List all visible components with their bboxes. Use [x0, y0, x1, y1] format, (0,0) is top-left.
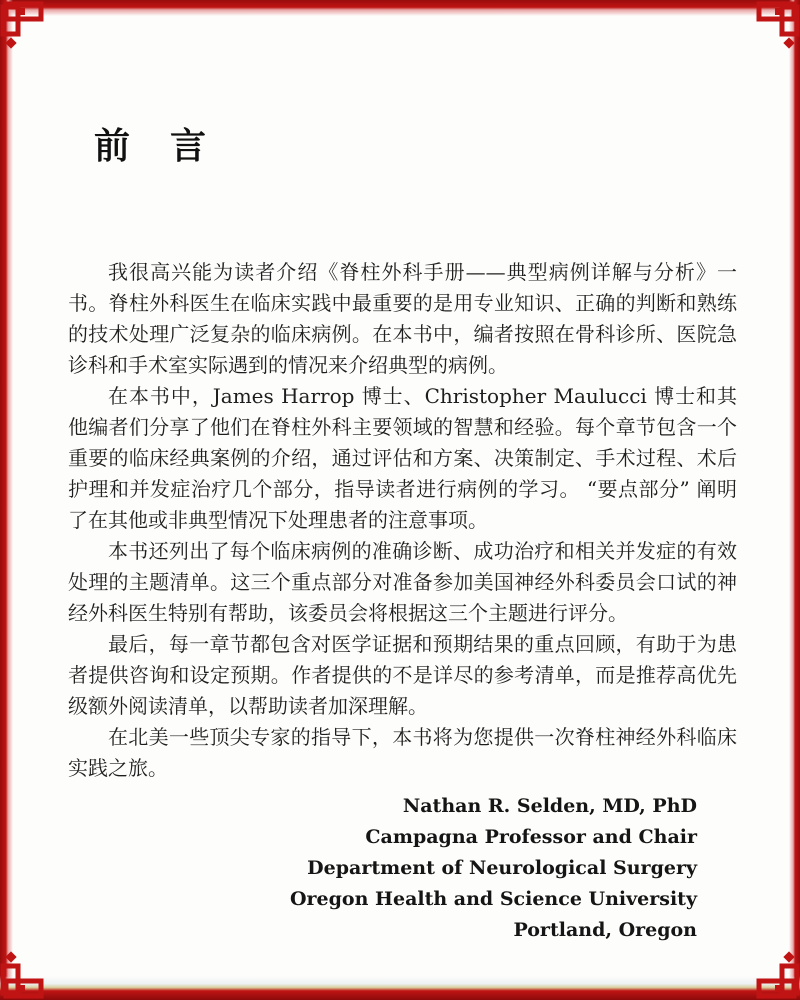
corner-knot-icon: [751, 950, 800, 1000]
paragraph: 我很高兴能为读者介绍《脊柱外科手册——典型病例详解与分析》一书。脊柱外科医生在临床实践中最重要的是用专业知识、正确的判断和熟练的技术处理广泛复杂的临床病例。在本书中，编者按照在骨科诊所、医院急诊科和手术室实际遇到的情况来介绍典型的病例。: [68, 260, 737, 377]
frame-right-border: [789, 0, 800, 1000]
frame-left-border: [0, 0, 13, 1000]
paragraph: 最后，每一章节都包含对医学证据和预期结果的重点回顾，有助于为患者提供咨询和设定预期。作者提供的不是详尽的参考清单，而是推荐高优先级额外阅读清单，以帮助读者加深理解。: [68, 632, 737, 718]
corner-knot-icon: [751, 0, 800, 50]
paragraph: 本书还列出了每个临床病例的准确诊断、成功治疗和相关并发症的有效处理的主题清单。这三个重点部分对准备参加美国神经外科委员会口试的神经外科医生特别有帮助，该委员会将根据这三个主题进行评分。: [68, 539, 737, 625]
signature-line: Portland, Oregon: [513, 919, 697, 941]
signature-block: [68, 791, 737, 946]
frame-bottom-border: [0, 976, 800, 1000]
paragraph: 在本书中，James Harrop 博士、Christopher Maulucci 博士和其他编者们分享了他们在脊柱外科主要领域的智慧和经验。每个章节包含一个重要的临床经典案例的介绍，通过评估和方案、决策制定、手术过程、术后护理和并发症治疗几个部分，指导读者进行病例的学习。 “要点部分” 阐明了在其他或非典型情况下处理患者的注意事项。: [68, 384, 737, 532]
page-content: [68, 0, 737, 946]
signature-line: Oregon Health and Science University: [290, 888, 697, 910]
signature-line: Department of Neurological Surgery: [307, 857, 697, 879]
signature-line: Nathan R. Selden, MD, PhD: [402, 795, 697, 817]
signature-line: Campagna Professor and Chair: [365, 826, 697, 848]
corner-knot-icon: [0, 950, 49, 1000]
paragraph: 在北美一些顶尖专家的指导下，本书将为您提供一次脊柱神经外科临床实践之旅。: [68, 725, 737, 780]
page-title: 前 言: [94, 126, 209, 167]
corner-knot-icon: [0, 0, 49, 50]
preface-paragraphs: [68, 257, 737, 784]
